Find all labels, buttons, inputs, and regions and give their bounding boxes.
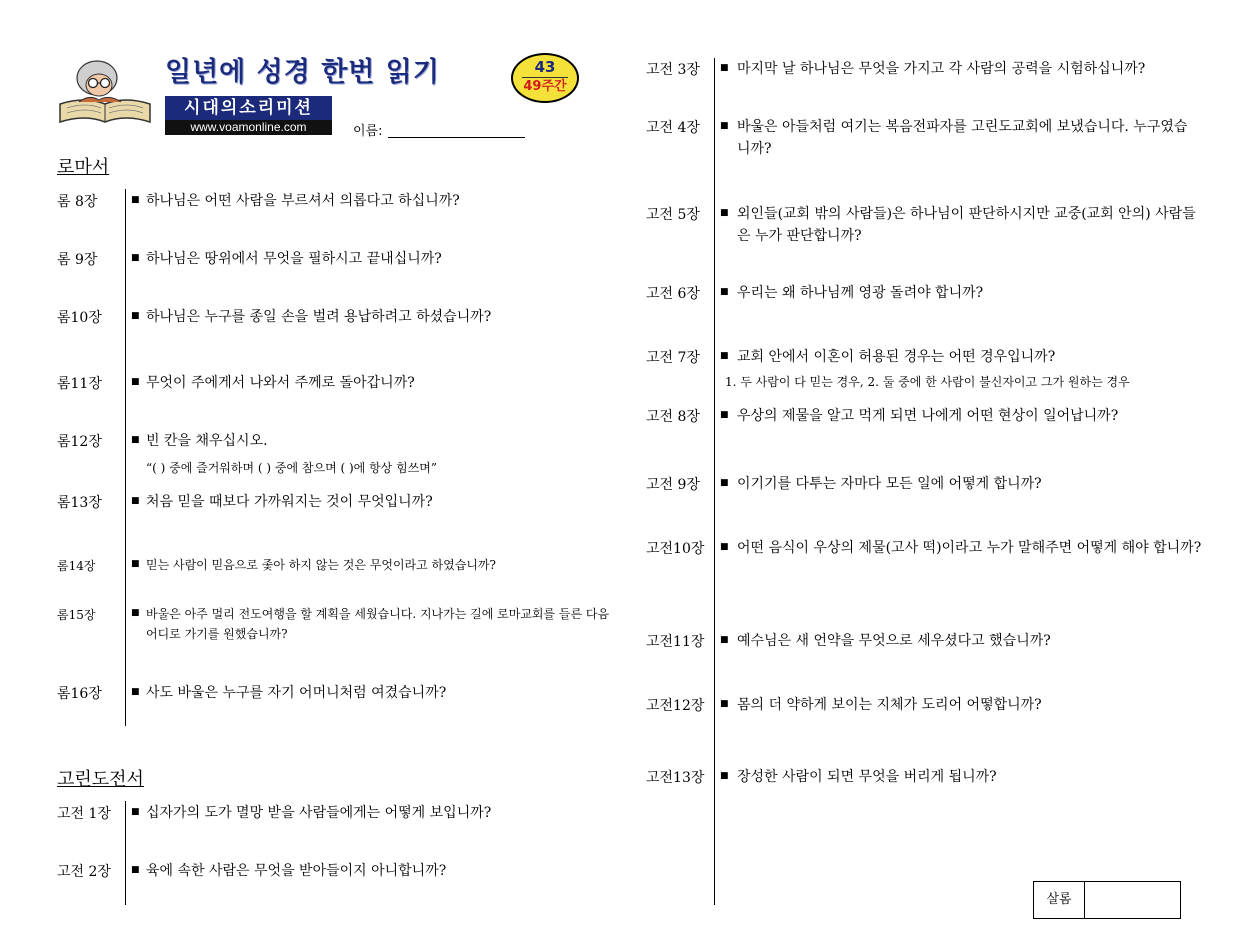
question-text: 하나님은 누구를 종일 손을 벌려 용납하려고 하셨습니까?	[146, 309, 492, 325]
name-field[interactable]	[388, 137, 525, 138]
question-text: 하나님은 땅위에서 무엇을 필하시고 끝내십니까?	[146, 251, 442, 267]
question-text: 어떤 음식이 우상의 제물(고사 떡)이라고 누가 말해주면 어떻게 해야 합니까?	[737, 540, 1202, 556]
question-text: 우리는 왜 하나님께 영광 돌려야 합니까?	[737, 285, 984, 301]
bullet-icon: ■	[131, 435, 140, 445]
bullet-icon: ■	[131, 687, 140, 697]
chapter-label: 롬12장	[57, 434, 102, 450]
bullet-icon: ■	[720, 208, 729, 218]
page-title: 일년에 성경 한번 읽기	[165, 57, 440, 88]
section-romans: 로마서	[57, 157, 110, 178]
chapter-label: 롬14장	[57, 559, 96, 573]
chapter-label: 고전 3장	[646, 62, 700, 78]
bullet-icon: ■	[720, 63, 729, 73]
bullet-icon: ■	[131, 865, 140, 875]
bullet-icon: ■	[720, 410, 729, 420]
chapter-label: 고전11장	[646, 634, 705, 650]
chapter-label: 롬 8장	[57, 194, 98, 210]
score-box[interactable]	[1033, 881, 1181, 919]
bullet-icon: ■	[131, 559, 140, 569]
chapter-label: 고전 1장	[57, 806, 111, 822]
week-number: 43	[534, 58, 556, 76]
question-text: 사도 바울은 누구를 자기 어머니처럼 여겼습니까?	[146, 685, 447, 701]
chapter-label: 고전 2장	[57, 864, 111, 880]
bullet-icon: ■	[720, 542, 729, 552]
bullet-icon: ■	[131, 496, 140, 506]
bullet-icon: ■	[131, 253, 140, 263]
org-url: www.voamonline.com	[165, 120, 332, 135]
bullet-icon: ■	[720, 287, 729, 297]
chapter-label: 고전 4장	[646, 120, 700, 136]
bullet-icon: ■	[131, 807, 140, 817]
question-subtext: “( ) 중에 즐거워하며 ( ) 중에 참으며 ( )에 항상 힘쓰며”	[146, 461, 437, 475]
question-text: 장성한 사람이 되면 무엇을 버리게 됩니까?	[737, 769, 997, 785]
chapter-label: 고전 5장	[646, 207, 700, 223]
chapter-label: 고전10장	[646, 541, 705, 557]
week-badge	[511, 53, 579, 103]
bullet-icon: ■	[720, 635, 729, 645]
chapter-label: 고전12장	[646, 698, 705, 714]
question-text: 빈 칸을 채우십시오.	[146, 433, 268, 449]
bullet-icon: ■	[131, 608, 140, 618]
question-text: 몸의 더 약하게 보이는 지체가 도리어 어떻합니까?	[737, 697, 1042, 713]
bullet-icon: ■	[720, 121, 729, 131]
question-text: 육에 속한 사람은 무엇을 받아들이지 아니합니까?	[146, 863, 447, 879]
question-text: 우상의 제물을 알고 먹게 되면 나에게 어떤 현상이 일어납니까?	[737, 408, 1119, 424]
question-text: 바울은 아들처럼 여기는 복음전파자를 고린도교회에 보냈습니다. 누구였습니까?	[737, 119, 1188, 157]
chapter-label: 롬13장	[57, 495, 102, 511]
bullet-icon: ■	[720, 478, 729, 488]
question-text: 이기기를 다투는 자마다 모든 일에 어떻게 합니까?	[737, 476, 1042, 492]
question-subtext: 1. 두 사람이 다 믿는 경우, 2. 둘 중에 한 사람이 불신자이고 그가 원하는 경우	[725, 375, 1130, 389]
chapter-label: 고전 6장	[646, 286, 700, 302]
question-text: 무엇이 주에게서 나와서 주께로 돌아갑니까?	[146, 375, 415, 391]
chapter-label: 롬15장	[57, 608, 96, 622]
bullet-icon: ■	[131, 377, 140, 387]
question-text: 예수님은 새 언약을 무엇으로 세우셨다고 했습니까?	[737, 633, 1051, 649]
question-text: 믿는 사람이 믿음으로 좇아 하지 않는 것은 무엇이라고 하였습니까?	[146, 558, 496, 572]
section-corinthians: 고린도전서	[57, 769, 144, 790]
question-text: 바울은 아주 멀리 전도여행을 할 계획을 세웠습니다. 지나가는 길에 로마교회를 들른 다음 어디로 가기를 원했습니까?	[146, 607, 610, 641]
chapter-label: 고전 9장	[646, 477, 700, 493]
chapter-label: 롬16장	[57, 686, 102, 702]
reader-illustration	[55, 52, 155, 127]
question-text: 교회 안에서 이혼이 허용된 경우는 어떤 경우입니까?	[737, 349, 1056, 365]
bullet-icon: ■	[131, 195, 140, 205]
badge-divider	[522, 77, 568, 78]
chapter-label: 고전13장	[646, 770, 705, 786]
right-column-rule	[714, 58, 715, 905]
question-text: 하나님은 어떤 사람을 부르셔서 의롭다고 하십니까?	[146, 193, 460, 209]
left-column-rule-bottom	[125, 801, 126, 905]
chapter-label: 고전 8장	[646, 409, 700, 425]
question-text: 마지막 날 하나님은 무엇을 가지고 각 사람의 공력을 시험하십니까?	[737, 61, 1146, 77]
bullet-icon: ■	[720, 771, 729, 781]
name-label: 이름:	[353, 124, 383, 139]
org-name: 시대의소리미션	[165, 96, 332, 120]
chapter-label: 롬 9장	[57, 252, 98, 268]
score-label: 살롬	[1034, 882, 1085, 918]
bullet-icon: ■	[720, 351, 729, 361]
bullet-icon: ■	[720, 699, 729, 709]
question-text: 처음 믿을 때보다 가까워지는 것이 무엇입니까?	[146, 494, 433, 510]
chapter-label: 롬10장	[57, 310, 102, 326]
left-column-rule-top	[125, 189, 126, 726]
question-text: 십자가의 도가 멸망 받을 사람들에게는 어떻게 보입니까?	[146, 805, 492, 821]
chapter-label: 고전 7장	[646, 350, 700, 366]
question-text: 외인들(교회 밖의 사람들)은 하나님이 판단하시지만 교중(교회 안의) 사람들은 누가 판단합니까?	[737, 206, 1196, 244]
total-weeks: 49주간	[523, 79, 567, 94]
bullet-icon: ■	[131, 311, 140, 321]
chapter-label: 롬11장	[57, 376, 102, 392]
